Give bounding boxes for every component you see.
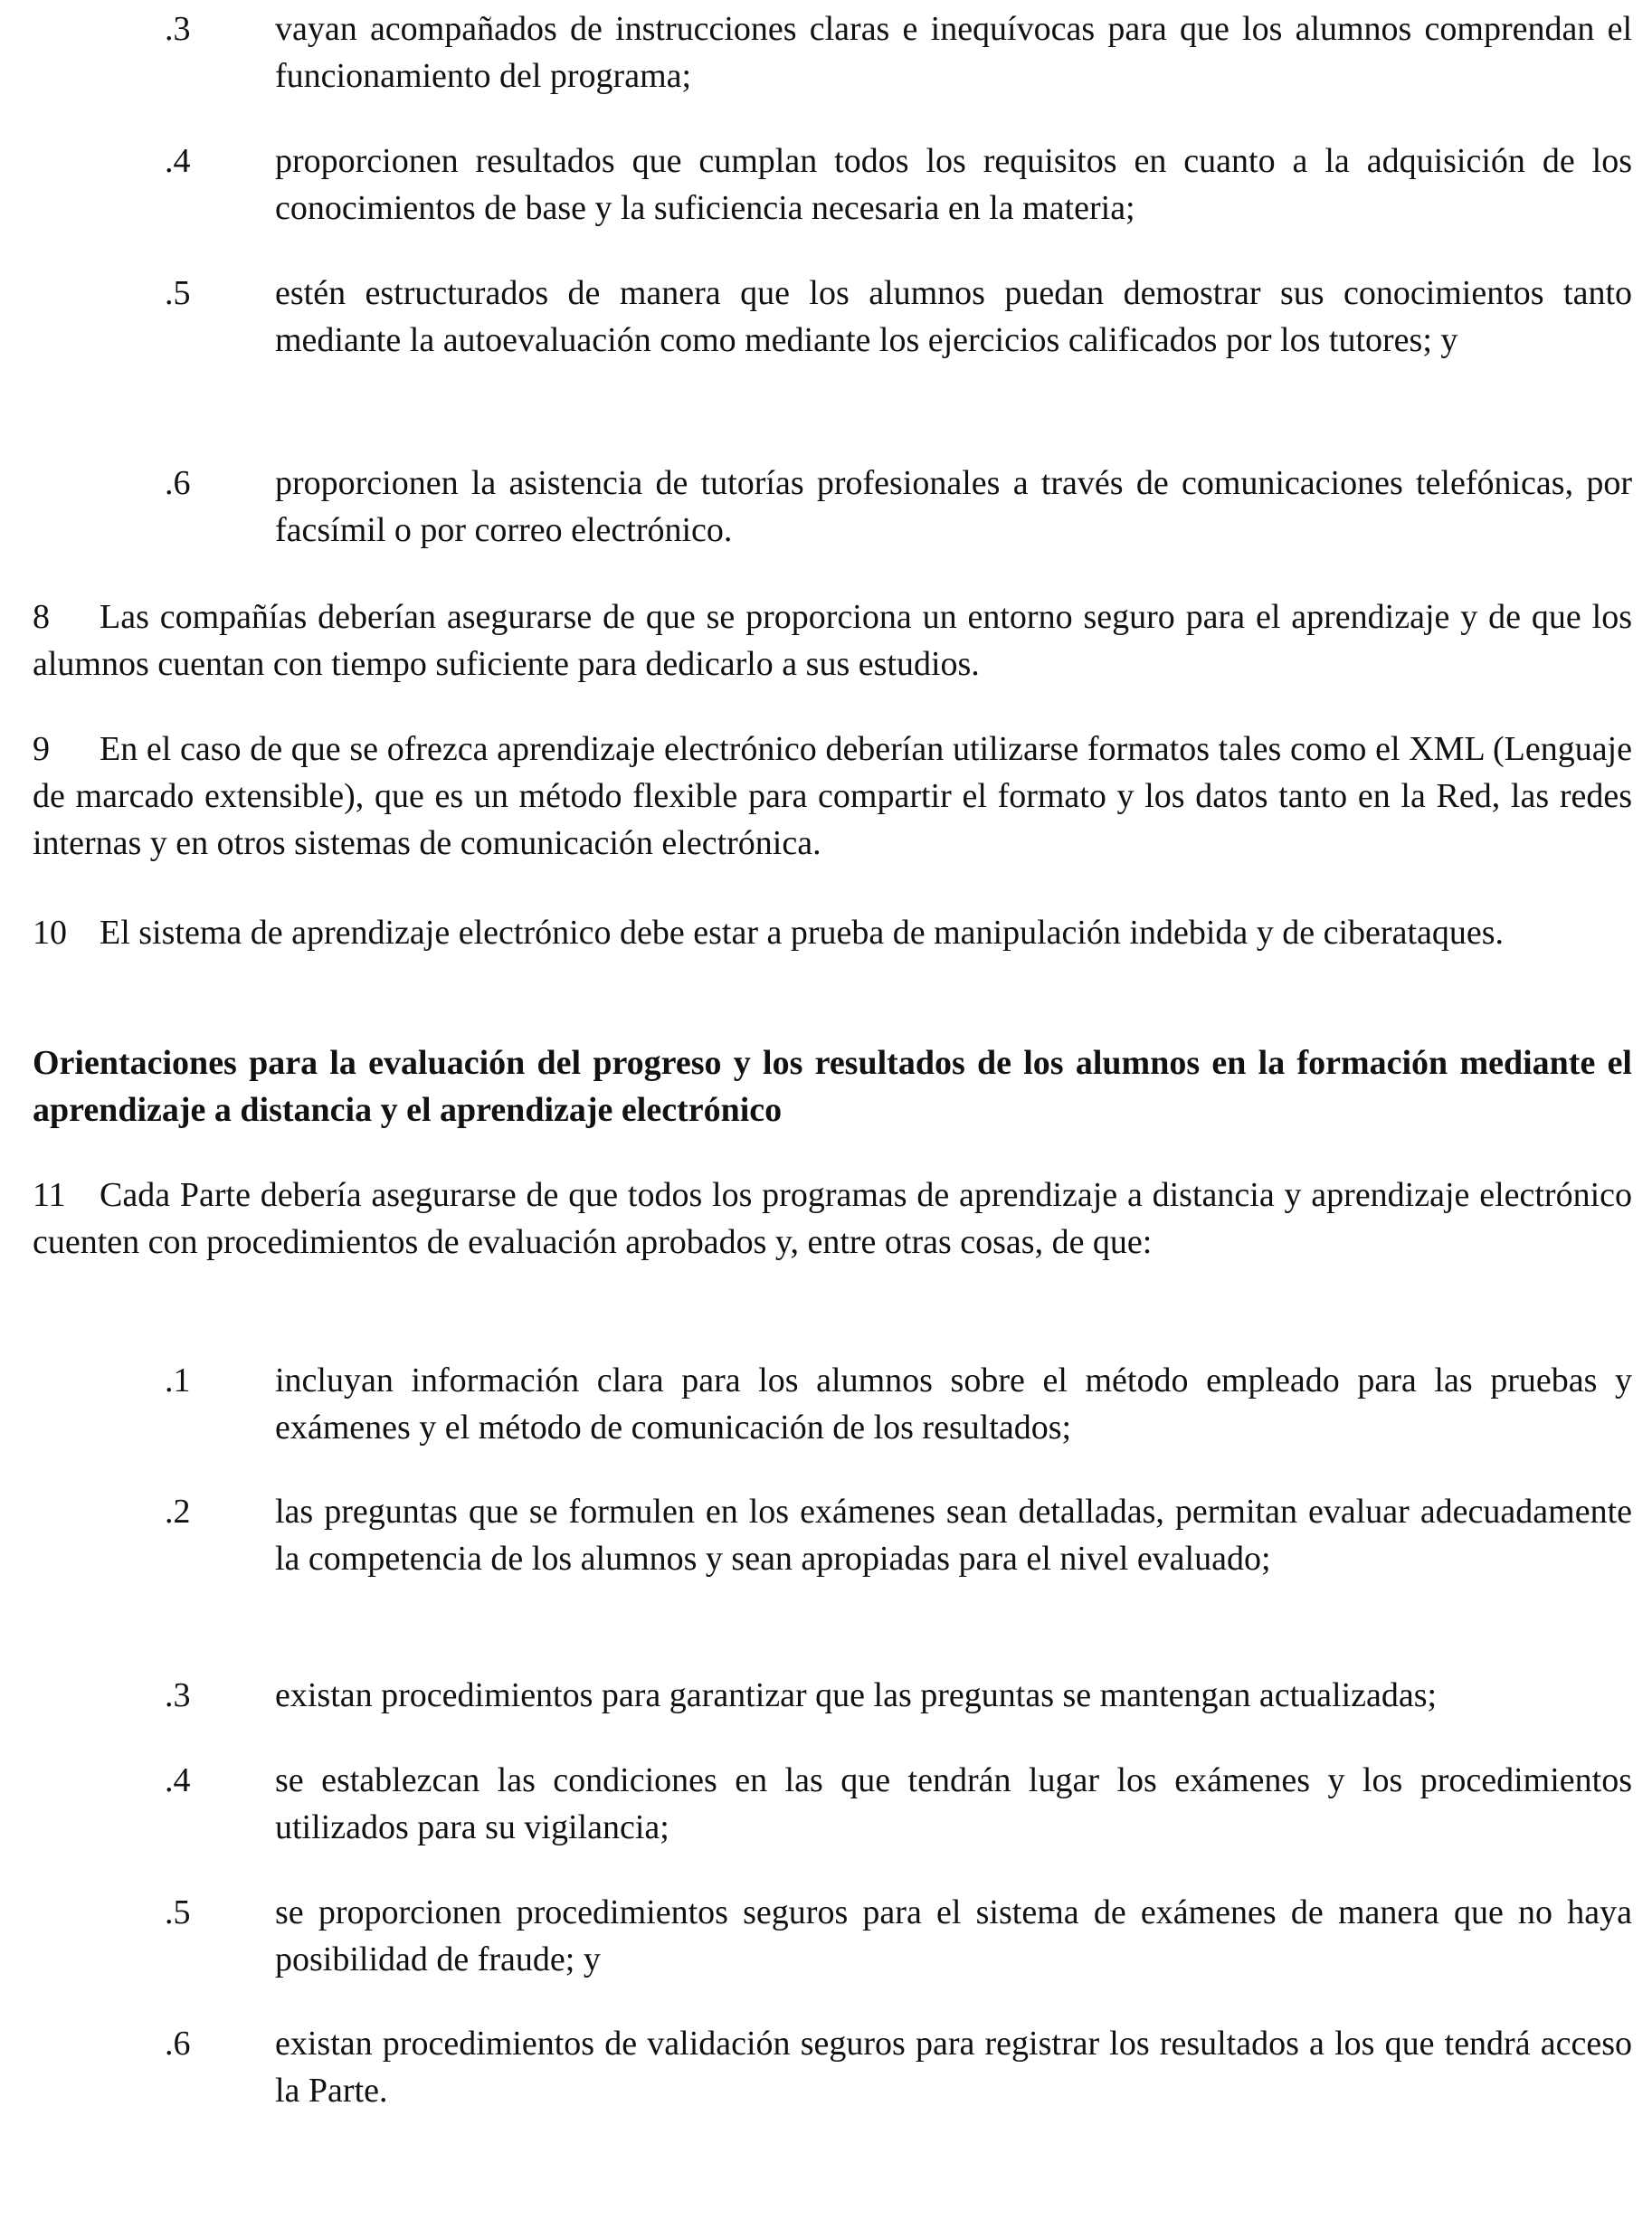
- list-item-text: proporcionen la asistencia de tutorías profesionales a través de comunicaciones telefónicas, por facsímil o por correo electrónico.: [275, 464, 1632, 549]
- paragraph-number: 8: [33, 598, 50, 636]
- list-item-text: proporcionen resultados que cumplan todos los requisitos en cuanto a la adquisición de los conocimientos de base y la suficiencia necesaria en la materia;: [275, 142, 1632, 227]
- paragraph-9: [33, 726, 1632, 867]
- list-item-text: existan procedimientos para garantizar que las preguntas se mantengan actualizadas;: [275, 1676, 1438, 1714]
- paragraph-number: 11: [33, 1176, 66, 1214]
- paragraph-text: Cada Parte debería asegurarse de que todos los programas de aprendizaje a distancia y aprendizaje electrónico cuenten con procedimientos de evaluación aprobados y, entre otras cosas, de que:: [33, 1176, 1632, 1261]
- list-item-number: .6: [165, 464, 191, 502]
- list-item-number: .3: [165, 1676, 191, 1714]
- paragraph-number: 9: [33, 730, 50, 768]
- paragraph-text: En el caso de que se ofrezca aprendizaje electrónico deberían utilizarse formatos tales como el XML (Lenguaje de marcado extensible), que es un método flexible para compartir el formato y los datos tanto en la Red, las redes internas y en otros sistemas de comunicación electrónica.: [33, 730, 1632, 862]
- list-item-number: .4: [165, 142, 191, 180]
- list-item-text: estén estructurados de manera que los alumnos puedan demostrar sus conocimientos tanto mediante la autoevaluación como mediante los ejercicios calificados por los tutores; y: [275, 274, 1632, 359]
- paragraph-8: [33, 593, 1632, 688]
- list-item-number: .3: [165, 10, 191, 48]
- paragraph-10: [33, 909, 1632, 956]
- list-item-number: .5: [165, 274, 191, 312]
- list-item-text: vayan acompañados de instrucciones claras e inequívocas para que los alumnos comprendan el funcionamiento del programa;: [275, 10, 1632, 95]
- list-item-number: .5: [165, 1893, 191, 1931]
- paragraph-number: 10: [33, 914, 67, 952]
- list-item-number: .2: [165, 1493, 191, 1531]
- list-item-number: .1: [165, 1361, 191, 1399]
- paragraph-11: [33, 1172, 1632, 1266]
- list-item-text: incluyan información clara para los alumnos sobre el método empleado para las pruebas y exámenes y el método de comunicación de los resultados;: [275, 1361, 1632, 1447]
- list-item-text: existan procedimientos de validación seguros para registrar los resultados a los que tendrá acceso la Parte.: [275, 2025, 1632, 2110]
- paragraph-text: Las compañías deberían asegurarse de que se proporciona un entorno seguro para el aprendizaje y de que los alumnos cuentan con tiempo suficiente para dedicarlo a sus estudios.: [33, 598, 1632, 683]
- list-item-number: .4: [165, 1761, 191, 1799]
- list-item-text: las preguntas que se formulen en los exámenes sean detalladas, permitan evaluar adecuadamente la competencia de los alumnos y sean apropiadas para el nivel evaluado;: [275, 1493, 1632, 1578]
- list-item-number: .6: [165, 2025, 191, 2063]
- section-heading: Orientaciones para la evaluación del progreso y los resultados de los alumnos en la formación mediante el aprendizaje a distancia y el aprendizaje electrónico: [33, 1044, 1632, 1129]
- list-item-text: se proporcionen procedimientos seguros para el sistema de exámenes de manera que no haya posibilidad de fraude; y: [275, 1893, 1632, 1978]
- list-item-text: se establezcan las condiciones en las que tendrán lugar los exámenes y los procedimientos utilizados para su vigilancia;: [275, 1761, 1632, 1846]
- paragraph-text: El sistema de aprendizaje electrónico debe estar a prueba de manipulación indebida y de ciberataques.: [100, 914, 1505, 952]
